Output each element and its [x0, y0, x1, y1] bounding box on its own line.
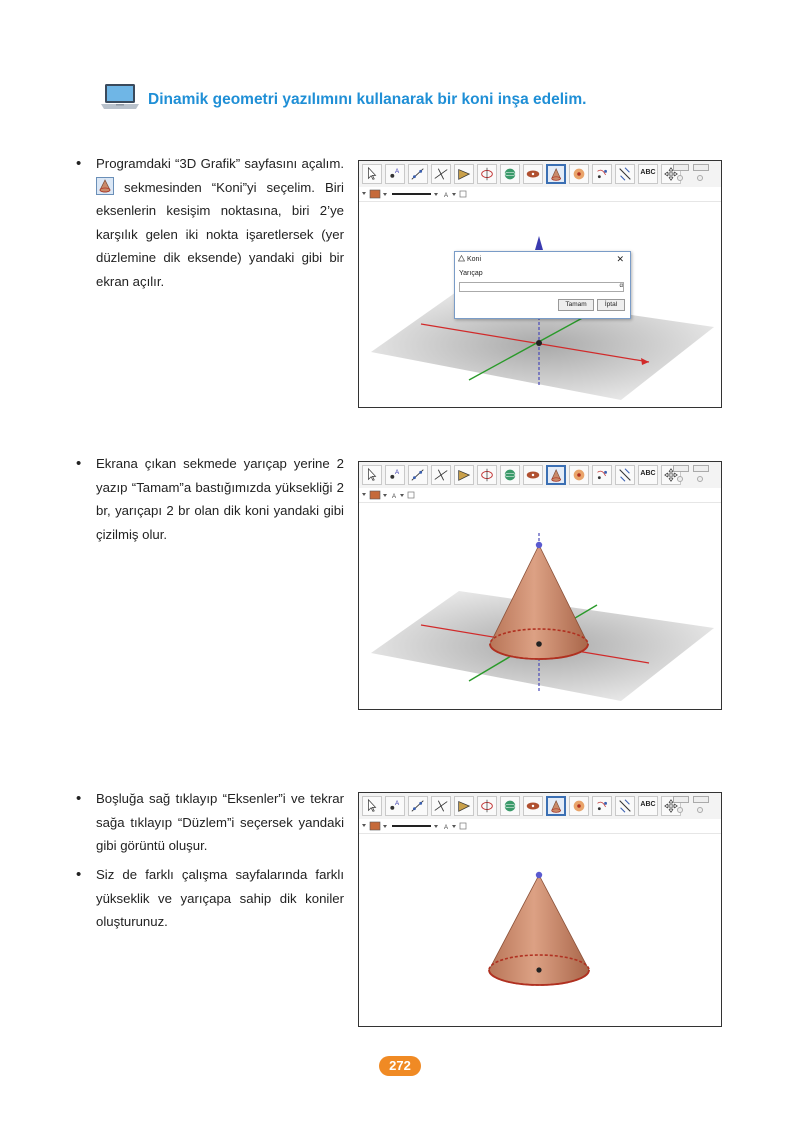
sphere-tool-icon: [502, 166, 518, 182]
instruction-4-text: • Siz de farklı çalışma sayfalarında farklı yükseklik ve yarıçapa sahip dik koniler oluşturunuz.: [76, 863, 344, 934]
move-tool-button[interactable]: [362, 465, 382, 485]
heading-text: Dinamik geometri yazılımını kullanarak bir koni inşa edelim.: [148, 91, 587, 108]
circle-tool-icon: [479, 467, 495, 483]
text-tool-button[interactable]: [638, 796, 658, 816]
radius-label: Yarıçap: [459, 270, 483, 277]
reflect-tool-button[interactable]: [615, 465, 635, 485]
sphere-tool-button[interactable]: [500, 164, 520, 184]
cylinder-tool-button[interactable]: [569, 465, 589, 485]
apex-point[interactable]: [536, 542, 542, 548]
help-icon[interactable]: [677, 807, 683, 813]
line-tool-icon: [410, 166, 426, 182]
stylebar-toggle-icon[interactable]: [362, 493, 366, 496]
apex-point[interactable]: [536, 872, 542, 878]
move-tool-icon: [364, 166, 380, 182]
sphere-tool-button[interactable]: [500, 465, 520, 485]
layer-icon[interactable]: [408, 492, 414, 498]
polygon-tool-button[interactable]: [454, 164, 474, 184]
window-controls: [671, 164, 711, 184]
redo-button[interactable]: [693, 465, 709, 472]
perpendicular-tool-icon: [433, 798, 449, 814]
color-swatch[interactable]: [370, 190, 380, 198]
circle-tool-button[interactable]: [477, 465, 497, 485]
close-icon[interactable]: ✕: [616, 254, 624, 264]
instruction-3: [76, 787, 344, 858]
sphere-tool-button[interactable]: [500, 796, 520, 816]
text-tool-button[interactable]: [638, 164, 658, 184]
layer-icon[interactable]: [460, 191, 466, 197]
reflect-tool-icon: [617, 467, 633, 483]
circle-tool-button[interactable]: [477, 796, 497, 816]
sphere-tool-icon: [502, 467, 518, 483]
move-tool-icon: [364, 467, 380, 483]
stylebar-toggle-icon[interactable]: [362, 192, 366, 195]
label-style-icon[interactable]: A: [444, 825, 449, 831]
color-swatch[interactable]: [370, 822, 380, 830]
sphere-tool-icon: [502, 798, 518, 814]
undo-button[interactable]: [673, 465, 689, 472]
polygon-tool-icon: [456, 467, 472, 483]
rotate-tool-button[interactable]: [592, 465, 612, 485]
instruction-3-text: • Boşluğa sağ tıklayıp “Eksenler”i ve tekrar sağa tıklayıp “Düzlem”i seçersek yandaki gibi görüntü oluşur.: [76, 787, 344, 858]
text-tool-label: ABC: [640, 470, 656, 477]
cone-tool-button[interactable]: [546, 796, 566, 816]
point-tool-button[interactable]: [385, 164, 405, 184]
origin-point[interactable]: [536, 641, 542, 647]
chevron-down-icon[interactable]: [383, 825, 387, 828]
page-number: 272: [379, 1056, 421, 1076]
cylinder-tool-button[interactable]: [569, 164, 589, 184]
cylinder-tool-button[interactable]: [569, 796, 589, 816]
cone-tool-icon: [549, 799, 565, 815]
chevron-down-icon[interactable]: [383, 494, 387, 497]
move-tool-icon: [364, 798, 380, 814]
style-bar: [359, 187, 721, 202]
reflect-tool-icon: [617, 166, 633, 182]
toolbar: [359, 793, 721, 820]
polygon-tool-icon: [456, 798, 472, 814]
cone-tool-button[interactable]: [546, 465, 566, 485]
base-center-point[interactable]: [536, 967, 541, 972]
circle-tool-icon: [479, 166, 495, 182]
rotate-tool-button[interactable]: [592, 796, 612, 816]
chevron-down-icon[interactable]: [400, 494, 404, 497]
origin-point[interactable]: [536, 340, 542, 346]
geogebra-screenshot-1: [358, 160, 722, 408]
instruction-4: [76, 863, 344, 934]
perpendicular-tool-button[interactable]: [431, 164, 451, 184]
ok-button[interactable]: Tamam: [558, 299, 594, 311]
perpendicular-tool-icon: [433, 467, 449, 483]
chevron-down-icon[interactable]: [383, 193, 387, 196]
text-tool-button[interactable]: [638, 465, 658, 485]
point-tool-button[interactable]: [385, 796, 405, 816]
settings-icon[interactable]: [697, 175, 703, 181]
reflect-tool-button[interactable]: [615, 164, 635, 184]
svg-text:A: A: [395, 469, 400, 477]
cone-tool-button[interactable]: [546, 164, 566, 184]
geogebra-screenshot-2: [358, 461, 722, 710]
redo-button[interactable]: [693, 164, 709, 171]
toolbar: [359, 462, 721, 489]
perpendicular-tool-icon: [433, 166, 449, 182]
point-tool-icon: [387, 798, 403, 814]
cone-tool-icon: [96, 177, 114, 195]
window-controls: [671, 796, 711, 816]
plane-tool-icon: [525, 166, 541, 182]
line-tool-icon: [410, 467, 426, 483]
point-tool-icon: [387, 166, 403, 182]
polygon-tool-button[interactable]: [454, 465, 474, 485]
toolbar: [359, 161, 721, 188]
laptop-icon: [100, 82, 140, 112]
cone-tool-icon: [549, 167, 565, 183]
redo-button[interactable]: [693, 796, 709, 803]
window-controls: [671, 465, 711, 485]
point-tool-icon: [387, 467, 403, 483]
chevron-down-icon[interactable]: [434, 193, 438, 196]
cone-small-icon: [458, 255, 465, 264]
circle-tool-button[interactable]: [477, 164, 497, 184]
perpendicular-tool-button[interactable]: [431, 465, 451, 485]
graphics-3d-view[interactable]: [359, 834, 721, 1026]
instruction-1: [76, 152, 344, 293]
style-bar: [359, 819, 721, 834]
instruction-2: [76, 452, 344, 546]
instruction-2-text: • Ekrana çıkan sekmede yarıçap yerine 2 yazıp “Tamam”a bastığımızda yüksekliği 2 br, yarıçapı 2 br olan dik koni yandaki gibi çizilmiş olur.: [76, 452, 344, 546]
cone-dialog: [454, 251, 631, 319]
z-axis-arrow: [535, 236, 543, 250]
style-bar: [359, 488, 721, 503]
stylebar-toggle-icon[interactable]: [362, 824, 366, 827]
chevron-down-icon[interactable]: [452, 825, 456, 828]
undo-button[interactable]: [673, 796, 689, 803]
help-icon[interactable]: [677, 476, 683, 482]
polygon-tool-button[interactable]: [454, 796, 474, 816]
reflect-tool-icon: [617, 798, 633, 814]
settings-icon[interactable]: [697, 807, 703, 813]
plane-tool-button[interactable]: [523, 796, 543, 816]
polygon-tool-icon: [456, 166, 472, 182]
plane-tool-icon: [525, 467, 541, 483]
line-tool-icon: [410, 798, 426, 814]
cone-tool-icon: [549, 468, 565, 484]
svg-text:A: A: [395, 800, 400, 808]
point-tool-button[interactable]: [385, 465, 405, 485]
circle-tool-icon: [479, 798, 495, 814]
layer-icon[interactable]: [460, 823, 466, 829]
text-tool-label: ABC: [640, 801, 656, 808]
alpha-button[interactable]: α: [619, 283, 623, 289]
geogebra-screenshot-3: [358, 792, 722, 1027]
plane-tool-button[interactable]: [523, 465, 543, 485]
reflect-tool-button[interactable]: [615, 796, 635, 816]
line-tool-button[interactable]: [408, 796, 428, 816]
chevron-down-icon[interactable]: [452, 193, 456, 196]
label-style-icon[interactable]: A: [444, 193, 449, 199]
help-icon[interactable]: [677, 175, 683, 181]
settings-icon[interactable]: [697, 476, 703, 482]
cylinder-tool-icon: [571, 166, 587, 182]
cancel-button[interactable]: İptal: [597, 299, 625, 311]
plane-tool-button[interactable]: [523, 164, 543, 184]
move-tool-button[interactable]: [362, 796, 382, 816]
move-tool-button[interactable]: [362, 164, 382, 184]
cylinder-tool-icon: [571, 467, 587, 483]
rotate-tool-button[interactable]: [592, 164, 612, 184]
graphics-3d-view[interactable]: [359, 503, 721, 709]
line-tool-button[interactable]: [408, 164, 428, 184]
text-tool-label: ABC: [640, 169, 656, 176]
undo-button[interactable]: [673, 164, 689, 171]
line-tool-button[interactable]: [408, 465, 428, 485]
label-style-icon[interactable]: A: [392, 494, 397, 500]
section-heading: [100, 82, 740, 116]
chevron-down-icon[interactable]: [434, 825, 438, 828]
radius-input[interactable]: [459, 282, 624, 292]
plane-tool-icon: [525, 798, 541, 814]
rotate-tool-icon: [594, 798, 610, 814]
cylinder-tool-icon: [571, 798, 587, 814]
instruction-1-text: • Programdaki “3D Grafik” sayfasını açalım. sekmesinden “Koni”yi seçelim. Biri eksenlerin kesişim noktasına, biri 2’ye karşılık gelen iki nokta işaretlersek (yer düzlemine dik eksende) yandaki gibi bir ekran açılır.: [76, 152, 344, 293]
svg-text:A: A: [395, 168, 400, 176]
rotate-tool-icon: [594, 166, 610, 182]
color-swatch[interactable]: [370, 491, 380, 499]
rotate-tool-icon: [594, 467, 610, 483]
dialog-title: Koni: [467, 256, 482, 263]
perpendicular-tool-button[interactable]: [431, 796, 451, 816]
